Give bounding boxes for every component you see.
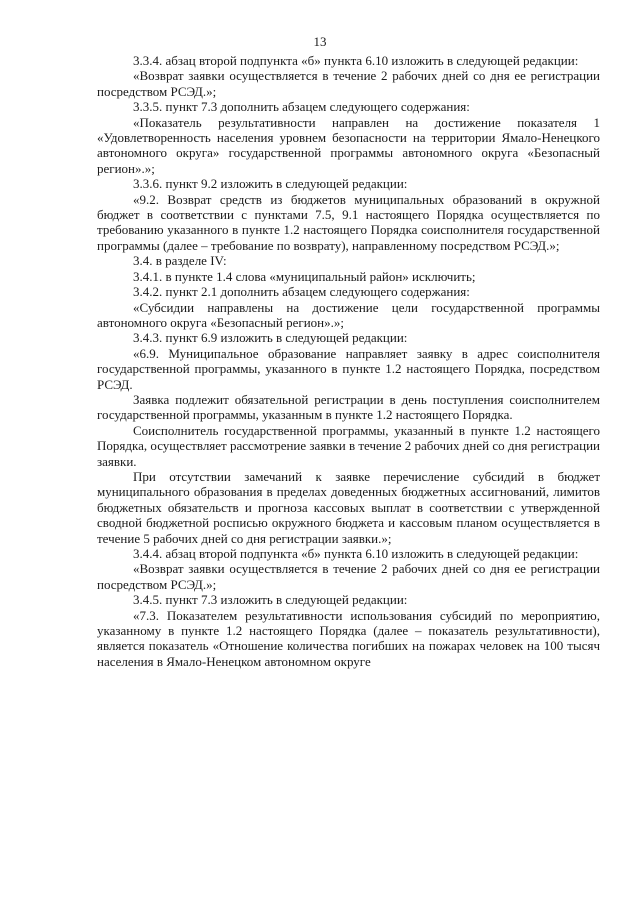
paragraph: «6.9. Муниципальное образование направляет заявку в адрес соисполнителя государственной программы, указанного в пункте 1.2 настоящего Порядка, посредством РСЭД. bbox=[97, 345, 600, 392]
paragraph: 3.4.1. в пункте 1.4 слова «муниципальный район» исключить; bbox=[133, 268, 476, 284]
paragraph: 3.3.6. пункт 9.2 изложить в следующей редакции: bbox=[133, 176, 408, 192]
paragraph: «7.3. Показателем результативности использования субсидий по мероприятию, указанному в пункте 1.2 настоящего Порядка (далее – показатель результативности), является показатель «Отношение количества погибших на пожарах человек на 100 тысяч населения в Ямало-Ненецком автономном округе bbox=[97, 607, 600, 669]
paragraph: 3.4.4. абзац второй подпункта «б» пункта 6.10 изложить в следующей редакции: bbox=[133, 546, 579, 561]
paragraph: «Возврат заявки осуществляется в течение 2 рабочих дней со дня ее регистрации посредством РСЭД.»; bbox=[97, 68, 600, 99]
paragraph: 3.3.4. абзац второй подпункта «б» пункта 6.10 изложить в следующей редакции: bbox=[133, 53, 579, 68]
document-body bbox=[97, 53, 600, 669]
paragraph: 3.4.3. пункт 6.9 изложить в следующей редакции: bbox=[133, 330, 408, 346]
paragraph: «Субсидии направлены на достижение цели государственной программы автономного округа «Безопасный регион».»; bbox=[97, 299, 600, 330]
paragraph: 3.4.2. пункт 2.1 дополнить абзацем следующего содержания: bbox=[133, 284, 470, 300]
paragraph: Соисполнитель государственной программы, указанный в пункте 1.2 настоящего Порядка, осуществляет рассмотрение заявки в течение 2 рабочих дней со дня регистрации заявки. bbox=[97, 422, 600, 469]
paragraph: Заявка подлежит обязательной регистрации в день поступления соисполнителем государственной программы, указанным в пункте 1.2 настоящего Порядка. bbox=[97, 391, 600, 423]
paragraph: 3.3.5. пункт 7.3 дополнить абзацем следующего содержания: bbox=[133, 99, 470, 115]
paragraph: «9.2. Возврат средств из бюджетов муниципальных образований в окружной бюджет в соответствии с пунктами 7.5, 9.1 настоящего Порядка осуществляется по требованию указанного в пункте 1.2 настоящего Порядка соисполнителя государственной программы (далее – требование по возврату), направленному посредством РСЭД.»; bbox=[97, 191, 600, 253]
paragraph: «Возврат заявки осуществляется в течение 2 рабочих дней со дня ее регистрации посредством РСЭД.»; bbox=[97, 561, 600, 592]
paragraph: «Показатель результативности направлен на достижение показателя 1 «Удовлетворенность населения уровнем безопасности на территории Ямало-Ненецкого автономного округа» государственной программы автономного округа «Безопасный регион».»; bbox=[97, 114, 600, 176]
paragraph: 3.4. в разделе IV: bbox=[133, 253, 227, 269]
paragraph: При отсутствии замечаний к заявке перечисление субсидий в бюджет муниципального образования в пределах доведенных бюджетных ассигнований, лимитов бюджетных обязательств и прогноза кассовых выплат в соответствии с утвержденной сводной бюджетной росписью окружного бюджета и кассовым планом осуществляется в течение 5 рабочих дней со дня регистрации заявки.»; bbox=[97, 468, 600, 546]
page-number: 13 bbox=[313, 34, 327, 49]
paragraph: 3.4.5. пункт 7.3 изложить в следующей редакции: bbox=[133, 592, 408, 608]
